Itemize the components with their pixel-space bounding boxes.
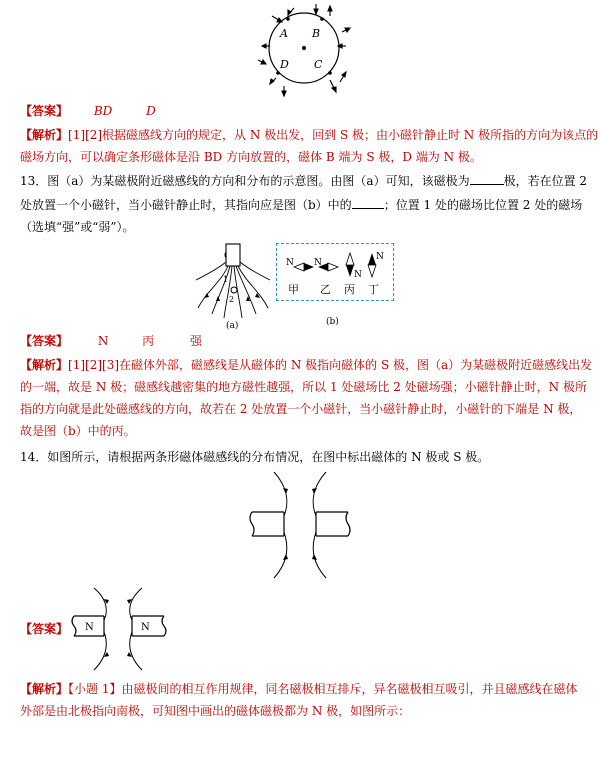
figure-caption-b: (b) [326,317,339,327]
question-text: 处放置一个小磁针，当小磁针静止时，其指向应是图（b）中的 [20,198,352,212]
needle-options-figure [276,243,394,329]
answer-value: BD [93,104,113,118]
analysis-text: 指的方向就是此处磁感线的方向，故若在 2 处放置一个小磁针，当小磁针静止时，小磁针的下端是 N 极， [20,402,582,416]
answer-blank [352,197,384,209]
point-label-a: A [280,27,288,40]
point-label-d: D [280,58,289,71]
pole-field-figure [196,242,272,330]
answer-row-1 [20,102,156,120]
needle-jia [294,263,304,271]
position-label-1: 1 [223,275,229,284]
answer-tag: 【答案】 [20,104,69,118]
question-text: ；位置 1 处的磁场比位置 2 处的磁场 [383,198,583,212]
analysis-text: [1][2][3]在磁体外部，磁感线是从磁体的 N 极指向磁体的 S 极，图（a）为某磁极附近磁感线出发 [68,358,593,372]
needle-pole-label: N [376,252,384,262]
analysis-text: 故是图（b）中的丙。 [20,424,136,438]
needle-pole-label: N [286,258,294,268]
point-label-b: B [312,27,321,40]
magnet-pole-label-left: N [85,622,94,633]
answer-row-3 [20,620,68,638]
answer-value: 丙 [142,334,155,348]
analysis-row [20,680,577,698]
question-13-line [20,172,587,190]
needle-pole-label: N [314,258,322,268]
analysis-row [20,126,598,144]
answer-row-2 [20,332,202,350]
answer-blank [470,173,504,185]
answer-value: D [146,104,156,118]
answer-tag: 【答案】 [20,334,69,348]
analysis-tag: 【解析】 [20,682,69,696]
needle-pole-label: N [354,270,362,280]
needle-label-bing: 丙 [344,283,355,296]
needle-label-yi: 乙 [320,283,331,296]
needle-ding [368,253,376,265]
analysis-text: 【小题 1】由磁极间的相互作用规律，同名磁极相互排斥，异名磁极相互吸引，并且磁感线在磁体 [68,682,578,696]
compass-circle-figure [250,2,360,98]
analysis-text: 外部是由北极指向南极，可知图中画出的磁体磁极都为 N 极，如图所示： [20,704,411,718]
analysis-row [20,356,592,374]
answer-tag: 【答案】 [20,622,69,636]
needle-label-jia: 甲 [288,283,299,296]
magnet-pole-label-right: N [141,622,150,633]
figure-caption-a: (a) [226,321,239,330]
question-14-text: 14．如图所示，请根据两条形磁体磁感线的分布情况，在图中标出磁体的 N 极或 S 极。 [20,450,490,464]
needle-bing [346,253,354,265]
analysis-tag: 【解析】 [20,128,69,142]
needle-label-ding: 丁 [368,283,379,296]
question-13-line [20,196,582,214]
question-text: 13．图（a）为某磁极附近磁感线的方向和分布的示意图。由图（a）可知，该磁极为 [20,174,470,188]
answer-value: N [97,334,109,348]
question-text: （选填“强”或“弱”）。 [20,220,135,234]
analysis-text: 的一端，故是 N 极；磁感线越密集的地方磁性越强，所以 1 处磁场比 2 处磁场强；小磁针静止时，N 极所 [20,380,587,394]
analysis-tag: 【解析】 [20,358,69,372]
answer-magnets-figure [68,586,174,672]
position-label-2: 2 [229,295,235,304]
point-label-c: C [314,58,323,71]
two-magnets-figure [246,470,356,580]
question-text: 极，若在位置 2 [503,174,588,188]
answer-value: 强 [190,334,203,348]
analysis-text: [1][2]根据磁感线方向的规定，从 N 极出发，回到 S 极；由小磁针静止时 N 极所指的方向为该点的 [68,128,599,142]
analysis-text: 磁场方向，可以确定条形磁体是沿 BD 方向放置的，磁体 B 端为 S 极，D 端为 N 极。 [20,150,482,164]
